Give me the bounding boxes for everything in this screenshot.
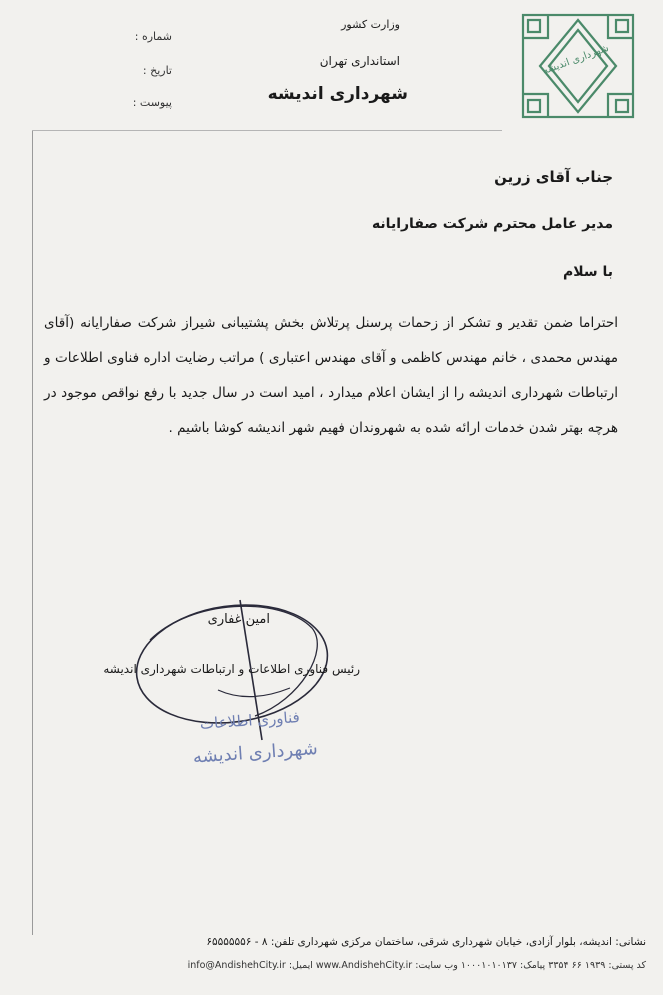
municipality-logo-icon (520, 12, 636, 120)
ministry-name: وزارت کشور (341, 18, 400, 31)
stamp-line1: فناوری اطلاعات (199, 708, 301, 733)
stamp-line2: شهرداری اندیشه (192, 738, 319, 768)
logo-text: شهرداری اندیشه (541, 42, 611, 77)
date-label: تاریخ : (142, 64, 172, 77)
attachment-label: پیوست : (132, 96, 172, 109)
letter-body: احتراما ضمن تقدیر و تشکر از زحمات پرسنل پرتلاش بخش پشتیبانی شیراز شرکت صفارایانه (آقای مهندس محمدی ، خانم مهندس کاظمی و آقای مهندس اعتباری ) مراتب رضایت اداره فناوی اطلاعات و ارتباطات شهرداری اندیشه را از ایشان اعلام میدارد ، امید است در سال جدید با رفع نواقص موجود در هرچه بهتر شدن خدمات ارائه شده به شهروندان فهیم شهر اندیشه کوشا باشیم . (44, 315, 618, 436)
salutation: جناب آقای زرین (494, 168, 613, 186)
greeting: با سلام (562, 264, 613, 280)
governorate-name: استانداری تهران (319, 54, 400, 68)
number-label: شماره : (134, 30, 172, 43)
footer-contact: کد پستی: ۱۹۳۹ ۶۶ ۳۳۵۴ پیامک: ۱۰۰۰۱۰۱۰۱۳۷ وب سایت: www.AndishehCity.ir ایمیل: info@AndishehCity.ir (187, 960, 646, 971)
margin-line (32, 130, 33, 935)
header-divider (32, 130, 502, 131)
municipality-name: شهرداری اندیشه (267, 84, 408, 104)
signatory-name: امین غفاری (207, 612, 270, 627)
signatory-title: رئیس فناوری اطلاعات و ارتباطات شهرداری اندیشه (103, 662, 360, 676)
recipient-title: مدیر عامل محترم شرکت صفارایانه (371, 216, 613, 232)
footer-address: نشانی: اندیشه، بلوار آزادی، خیابان شهرداری شرقی، ساختمان مرکزی شهرداری تلفن: ۸ - ۶۵۵۵۵۵۵۶ (206, 936, 646, 948)
